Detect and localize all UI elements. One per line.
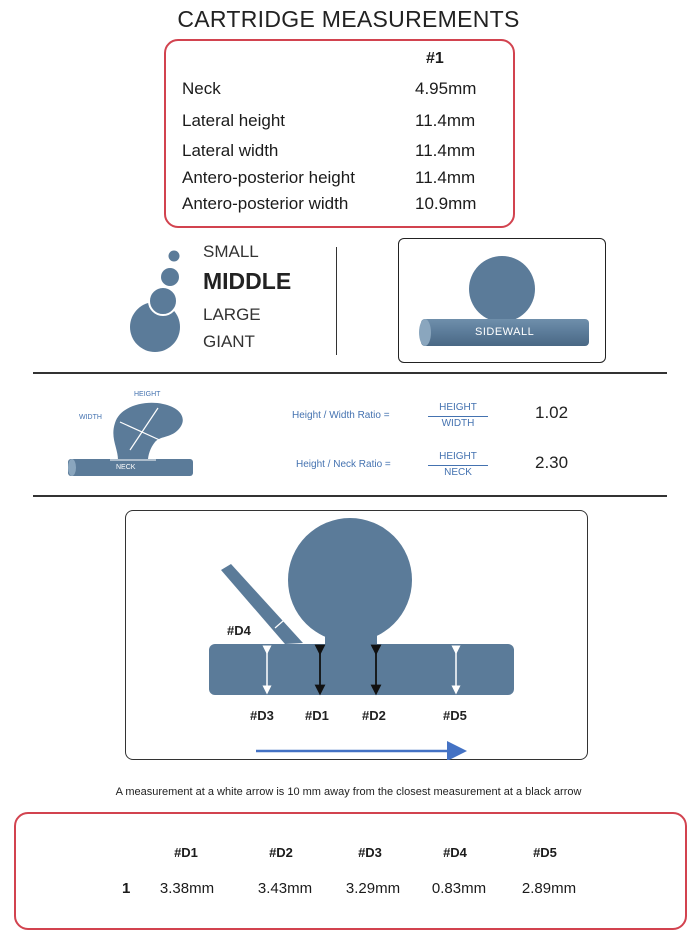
fraction-bar — [428, 465, 488, 466]
ratio-numerator: HEIGHT — [439, 451, 477, 462]
measurements-column-header: #1 — [426, 50, 444, 67]
table-header: #D3 — [358, 845, 382, 860]
vertical-divider — [336, 247, 337, 355]
ratio-value-height-neck: 2.30 — [535, 453, 569, 472]
measurement-label: Antero-posterior height — [182, 168, 355, 187]
measurement-value: 10.9mm — [415, 194, 477, 213]
measurement-row-ap-width — [182, 194, 502, 218]
table-header: #D5 — [533, 845, 557, 860]
measurement-value: 11.4mm — [415, 111, 476, 130]
diameter-diagram — [125, 510, 588, 760]
schematic-height-label: HEIGHT — [134, 391, 161, 398]
diagram-label-d4: #D4 — [227, 623, 251, 638]
section-divider — [33, 372, 667, 374]
measurement-label: Lateral width — [182, 141, 279, 160]
diagram-label-d2: #D2 — [362, 708, 386, 723]
table-header: #D2 — [269, 845, 293, 860]
table-header: #D4 — [443, 845, 467, 860]
page-title: CARTRIDGE MEASUREMENTS — [177, 6, 520, 32]
ratio-denominator: WIDTH — [441, 418, 475, 429]
diagram-label-d5: #D5 — [443, 708, 467, 723]
fraction-bar — [428, 416, 488, 417]
size-small-label: SMALL — [203, 242, 259, 261]
measurement-label: Lateral height — [182, 111, 286, 130]
ratio-numerator: HEIGHT — [439, 402, 477, 413]
table-header: #D1 — [174, 845, 198, 860]
measurement-row-lateral-width — [182, 141, 502, 165]
ratio-value-height-width: 1.02 — [535, 403, 569, 422]
table-cell: 0.83mm — [431, 880, 487, 897]
size-circles-icon — [120, 245, 190, 360]
schematic-neck-label: NECK — [116, 464, 136, 471]
size-middle-label: MIDDLE — [203, 268, 292, 294]
schematic-width-label: WIDTH — [79, 414, 102, 421]
size-giant-label: GIANT — [203, 332, 255, 351]
table-row-label: 1 — [122, 880, 131, 897]
table-cell: 3.29mm — [345, 880, 401, 897]
diagram-label-d3: #D3 — [250, 708, 274, 723]
measurement-note: A measurement at a white arrow is 10 mm away from the closest measurement at a black arrow — [115, 786, 582, 798]
measurement-value: 11.4mm — [415, 168, 476, 187]
measurement-row-ap-height — [182, 168, 502, 192]
table-cell: 3.43mm — [257, 880, 313, 897]
measurement-label: Neck — [182, 79, 221, 98]
table-cell: 2.89mm — [521, 880, 577, 897]
diagram-label-d1: #D1 — [305, 708, 329, 723]
sidewall-aneurysm-icon — [399, 239, 604, 361]
table-cell: 3.38mm — [159, 880, 215, 897]
measurement-value: 11.4mm — [415, 141, 476, 160]
measurement-row-lateral-height — [182, 111, 502, 135]
diameters-box — [14, 812, 687, 930]
sidewall-label: SIDEWALL — [475, 326, 535, 338]
measurement-label: Antero-posterior width — [182, 194, 349, 213]
ratio-label-height-neck: Height / Neck Ratio = — [296, 459, 391, 470]
measurement-row-neck — [182, 79, 502, 103]
ratio-label-height-width: Height / Width Ratio = — [292, 410, 390, 421]
measurement-value: 4.95mm — [415, 79, 477, 98]
ratio-denominator: NECK — [444, 467, 472, 478]
sidewall-box — [398, 238, 606, 363]
section-divider — [33, 495, 667, 497]
size-large-label: LARGE — [203, 305, 261, 324]
